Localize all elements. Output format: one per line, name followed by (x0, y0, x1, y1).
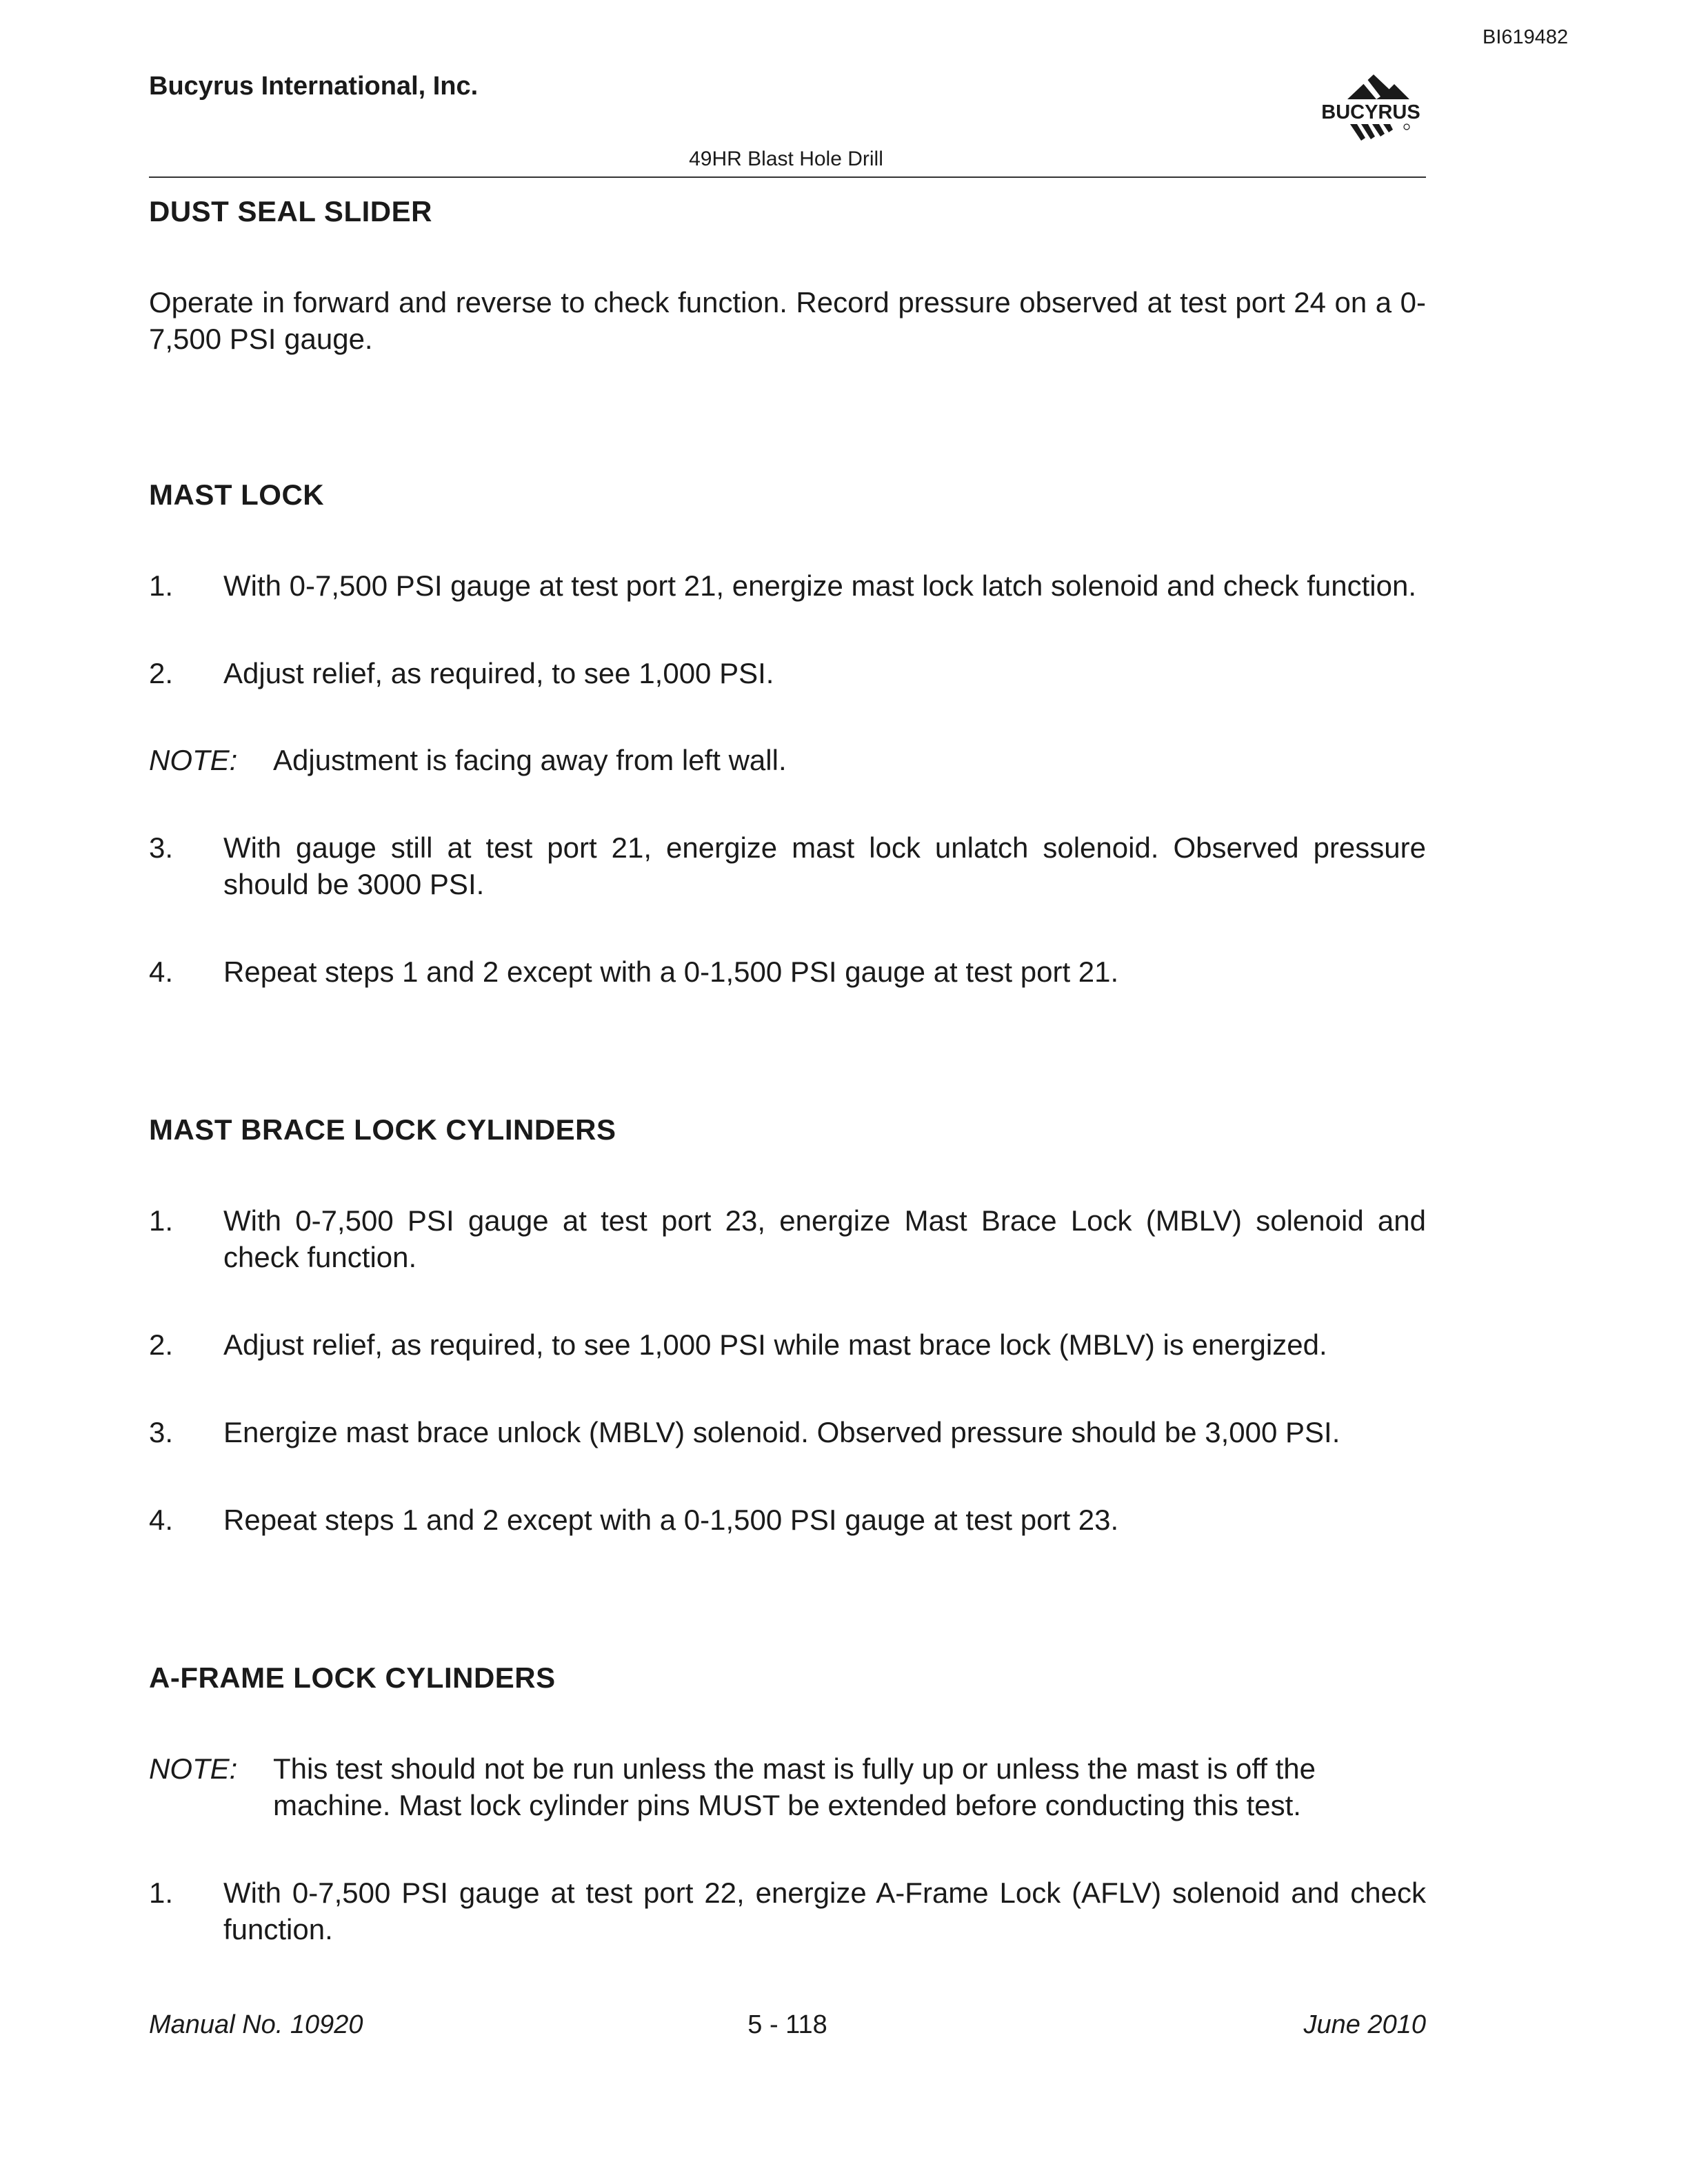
step-number: 2. (149, 1328, 174, 1361)
note-text: This test should not be run unless the mast is fully up or unless the mast is off the machine. Mast lock cylinder pins MUST be extended before conducting this test. (273, 1752, 1316, 1821)
step-number: 1. (149, 1877, 174, 1909)
step-text: Repeat steps 1 and 2 except with a 0-1,500 PSI gauge at test port 23. (223, 1504, 1119, 1536)
company-name: Bucyrus International, Inc. (149, 72, 479, 101)
step-text: Adjust relief, as required, to see 1,000 PSI. (223, 657, 774, 689)
note-text: Adjustment is facing away from left wall. (273, 744, 787, 776)
step-number: 1. (149, 569, 174, 602)
step-text: With 0-7,500 PSI gauge at test port 22, energize A-Frame Lock (AFLV) solenoid and check function. (223, 1877, 1426, 1945)
step-text: With gauge still at test port 21, energize mast lock unlatch solenoid. Observed pressure should be 3000 PSI. (223, 831, 1426, 900)
list-item (149, 1326, 1426, 1363)
manual-number: Manual No. 10920 (149, 2010, 363, 2039)
bucyrus-logo (1307, 69, 1434, 149)
list-item (149, 1414, 1426, 1450)
page-content (149, 194, 1426, 1948)
note (149, 742, 1426, 778)
document-id: BI619482 (1483, 26, 1569, 48)
list-item (149, 953, 1426, 990)
step-text: With 0-7,500 PSI gauge at test port 23, energize Mast Brace Lock (MBLV) solenoid and check function. (223, 1204, 1426, 1273)
section-heading-mast-brace: MAST BRACE LOCK CYLINDERS (149, 1113, 616, 1146)
note-label: NOTE: (149, 744, 238, 776)
step-text: Adjust relief, as required, to see 1,000 PSI while mast brace lock (MBLV) is energized. (223, 1328, 1327, 1361)
step-number: 4. (149, 1504, 174, 1536)
header-rule (149, 176, 1426, 178)
step-text: Energize mast brace unlock (MBLV) solenoid. Observed pressure should be 3,000 PSI. (223, 1416, 1340, 1448)
list-item (149, 655, 1426, 691)
list-item (149, 1202, 1426, 1275)
section-heading-dust-seal: DUST SEAL SLIDER (149, 195, 432, 228)
publication-date: June 2010 (1303, 2010, 1426, 2039)
step-number: 4. (149, 956, 174, 988)
list-item (149, 1502, 1426, 1538)
step-number: 2. (149, 657, 174, 689)
dust-seal-paragraph: Operate in forward and reverse to check function. Record pressure observed at test port 24 on a 0-7,500 PSI gauge. (149, 286, 1426, 355)
list-item (149, 1874, 1426, 1948)
note-label: NOTE: (149, 1752, 238, 1785)
list-item (149, 829, 1426, 902)
step-number: 1. (149, 1204, 174, 1237)
logo-wordmark: BUCYRUS (1321, 101, 1420, 123)
section-heading-mast-lock: MAST LOCK (149, 478, 325, 511)
list-item (149, 567, 1426, 604)
document-subtitle: 49HR Blast Hole Drill (689, 148, 883, 170)
step-number: 3. (149, 1416, 174, 1448)
step-number: 3. (149, 831, 174, 864)
step-text: Repeat steps 1 and 2 except with a 0-1,500 PSI gauge at test port 21. (223, 956, 1119, 988)
section-heading-a-frame: A-FRAME LOCK CYLINDERS (149, 1661, 556, 1694)
step-text: With 0-7,500 PSI gauge at test port 21, energize mast lock latch solenoid and check function. (223, 569, 1416, 602)
page-number: 5 - 118 (747, 2010, 827, 2039)
note (149, 1750, 1426, 1823)
